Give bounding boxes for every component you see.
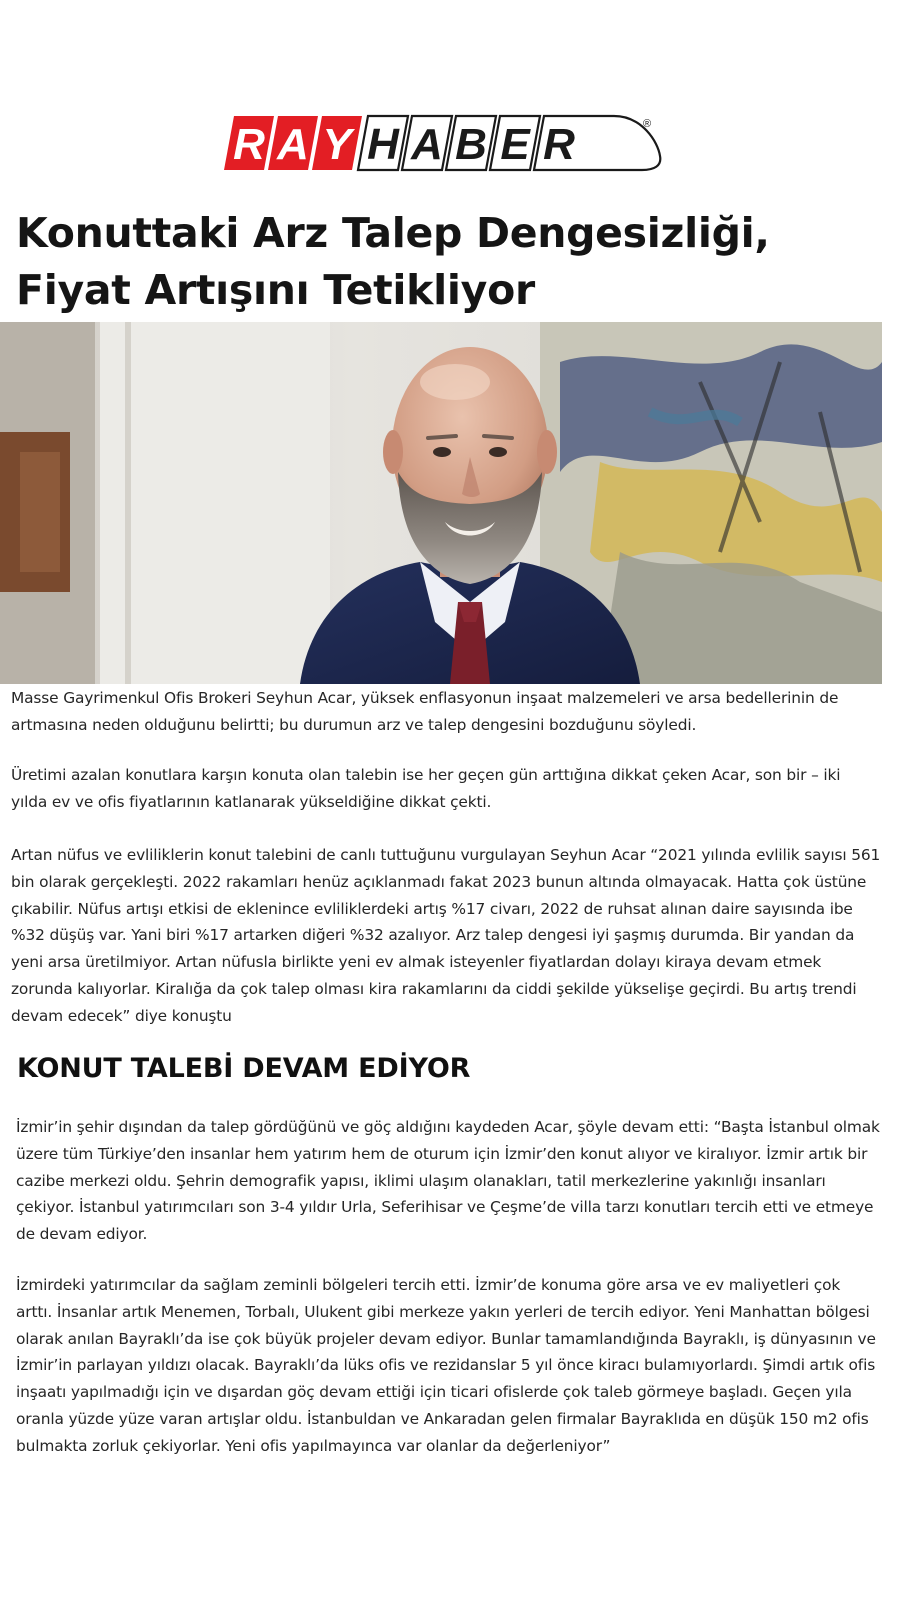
rayhaber-logo-graphic xyxy=(222,112,664,174)
portrait-photo-icon xyxy=(0,322,882,684)
logo-letter-b: B xyxy=(455,120,487,169)
article-subheading: KONUT TALEBİ DEVAM EDİYOR xyxy=(17,1053,471,1084)
logo-letter-a: A xyxy=(277,120,309,169)
article-paragraph: İzmirdeki yatırımcılar da sağlam zeminli bölgeleri tercih etti. İzmir’de konuma göre arsa ve ev maliyetleri çok arttı. İnsanlar artık Menemen, Torbalı, Ulukent gibi merkeze yakın yerleri de tercih ediyor. Yeni Manhattan bölgesi olarak anılan Bayraklı’da ise çok büyük projeler devam ediyor. Bunlar tamamlandığında Bayraklı, iş dünyasının ve İzmir’in parlayan yıldızı olacak. Bayraklı’da lüks ofis ve rezidanslar 5 yıl önce kiracı bulamıyorlardı. Şimdi artık ofis inşaatı yapılmadığı için ve dışardan göç devam ettiği için ticari ofislerde çok taleb görmeye başladı. Geçen yıla oranla yüzde yüze varan artışlar oldu. İstanbuldan ve Ankaradan gelen firmalar Bayraklıda en düşük 150 m2 ofis bulmakta zorluk çekiyorlar. Yeni ofis yapılmayınca var olanlar da değerleniyor” xyxy=(16,1276,876,1455)
article-paragraph: İzmir’in şehir dışından da talep gördüğünü ve göç aldığını kaydeden Acar, şöyle devam etti: “Başta İstanbul olmak üzere tüm Türkiye’den insanlar hem yatırım hem de oturum için İzmir’den konut alıyor ve kiralıyor. İzmir artık bir cazibe merkezi oldu. Şehrin demografik yapısı, iklimi ulaşım olanakları, tatil merkezlerine yakınlığı insanları çekiyor. İstanbul yatırımcıları son 3-4 yıldır Urla, Seferihisar ve Çeşme’de villa tarzı konutları tercih etti ve etmeye de devam ediyor. xyxy=(16,1118,880,1244)
logo-letter-y: Y xyxy=(322,120,352,169)
logo-letter-r: R xyxy=(233,120,265,169)
article-paragraph: Masse Gayrimenkul Ofis Brokeri Seyhun Acar, yüksek enflasyonun inşaat malzemeleri ve arsa bedellerinin de artmasına neden olduğunu belirtti; bu durumun arz ve talep dengesini bozduğunu söyledi. xyxy=(11,689,839,734)
logo-letter-h: H xyxy=(367,120,399,169)
article-hero-image xyxy=(0,322,882,684)
article-title: Konuttaki Arz Talep Dengesizliği, Fiyat Artışını Tetikliyor xyxy=(16,209,770,314)
logo-ray-block xyxy=(224,116,362,170)
registered-mark: ® xyxy=(643,118,652,130)
logo-letter-e: E xyxy=(500,120,530,169)
rayhaber-logo[interactable] xyxy=(222,112,664,174)
logo-letter-r2: R xyxy=(543,120,575,169)
article-paragraph: Üretimi azalan konutlara karşın konuta olan talebin ise her geçen gün arttığına dikkat çeken Acar, son bir – iki yılda ev ve ofis fiyatlarının katlanarak yükseldiğine dikkat çekti. xyxy=(11,766,841,811)
logo-haber-letters xyxy=(367,120,575,169)
logo-letter-a2: A xyxy=(411,120,443,169)
article-paragraph: Artan nüfus ve evliliklerin konut talebini de canlı tuttuğunu vurgulayan Seyhun Acar “2021 yılında evlilik sayısı 561 bin olarak gerçekleşti. 2022 rakamları henüz açıklanmadı fakat 2023 bunun altında olmayacak. Hatta çok üstüne çıkabilir. Nüfus artışı etkisi de eklenince evliliklerdeki artış %17 civarı, 2022 de ruhsat alınan daire sayısında ibe %32 düşüş var. Yani biri %17 artarken diğeri %32 azalıyor. Arz talep dengesi iyi şaşmış durumda. Bir yandan da yeni arsa üretilmiyor. Artan nüfusla birlikte yeni ev almak isteyenler fiyatlardan dolayı kiraya devam etmek zorunda kalıyorlar. Kiralığa da çok talep olması kira rakamlarını da ciddi şekilde yükselişe geçirdi. Bu artış trendi devam edecek” diye konuştu xyxy=(11,846,881,1025)
